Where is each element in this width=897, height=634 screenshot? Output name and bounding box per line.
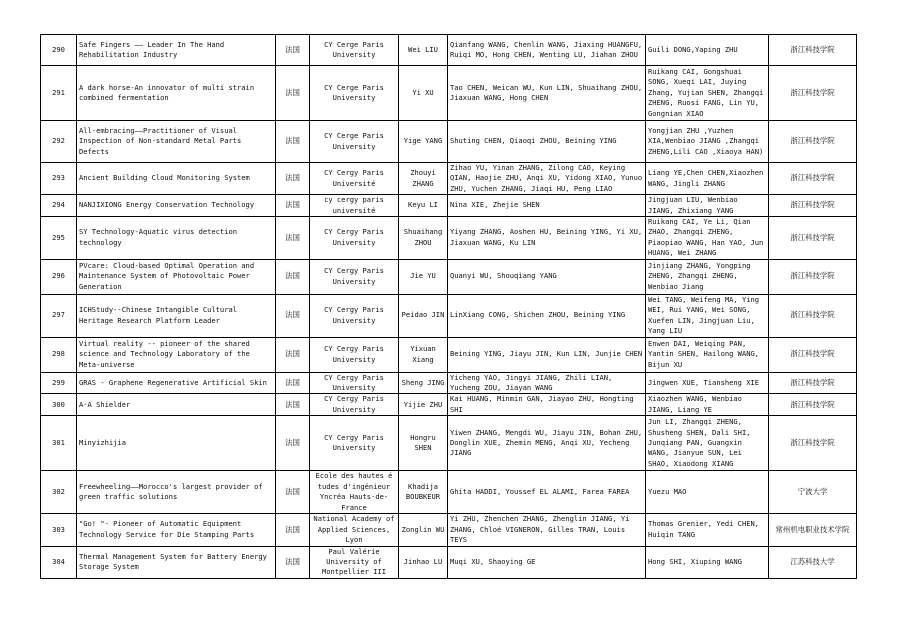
institution-cell: 浙江科技学院 — [769, 35, 857, 66]
table-row — [41, 121, 857, 163]
project-name-cell: Freewheeling——Morocco's largest provider of green traffic solutions — [77, 471, 276, 514]
team-members-cell: Nina XIE, Zhejie SHEN — [448, 195, 646, 217]
institution-cell: 浙江科技学院 — [769, 372, 857, 394]
mentors-cell: Wei TANG, Weifeng MA, Ying WEI, Rui YANG, Wei SONG, Xuefen LIN, Jingjuan Liu, Yang LIU — [646, 294, 769, 337]
team-members-cell: LinXiang CONG, Shichen ZHOU, Beining YING — [448, 294, 646, 337]
table-row — [41, 259, 857, 294]
row-number-cell: 301 — [41, 416, 77, 471]
team-leader-cell: Khadija BOUBKEUR — [399, 471, 448, 514]
university-cell: CY Cergy Paris University — [310, 294, 399, 337]
university-cell: Ecole des hautes é tudes d'ingénieur Yncréa Hauts-de-France — [310, 471, 399, 514]
institution-cell: 宁波大学 — [769, 471, 857, 514]
country-cell: 法国 — [276, 66, 310, 121]
country-cell: 法国 — [276, 337, 310, 372]
project-name-cell: All-embracing——Practitioner of Visual Inspection of Non-standard Metal Parts Defects — [77, 121, 276, 163]
university-cell: CY Cergy Paris University — [310, 217, 399, 260]
team-members-cell: Shuting CHEN, Qiaoqi ZHOU, Beining YING — [448, 121, 646, 163]
table-row — [41, 514, 857, 546]
team-leader-cell: Jinhao LU — [399, 546, 448, 578]
project-name-cell: "Go! "- Pioneer of Automatic Equipment Technology Service for Die Stamping Parts — [77, 514, 276, 546]
row-number-cell: 293 — [41, 163, 77, 195]
team-members-cell: Ghita HADDI, Youssef EL ALAMI, Farea FAREA — [448, 471, 646, 514]
team-members-cell: Kai HUANG, Minmin GAN, Jiayao ZHU, Hongting SHI — [448, 394, 646, 416]
team-leader-cell: Hongru SHEN — [399, 416, 448, 471]
project-name-cell: A dark horse-An innovator of multi strain combined fermentation — [77, 66, 276, 121]
table-body — [41, 35, 857, 579]
country-cell: 法国 — [276, 259, 310, 294]
table-row — [41, 195, 857, 217]
country-cell: 法国 — [276, 546, 310, 578]
university-cell: CY Cergy Paris University — [310, 394, 399, 416]
country-cell: 法国 — [276, 163, 310, 195]
university-cell: cy cergy paris université — [310, 195, 399, 217]
project-name-cell: A-A Shielder — [77, 394, 276, 416]
team-leader-cell: Shuaihang ZHOU — [399, 217, 448, 260]
table-row — [41, 372, 857, 394]
table-row — [41, 394, 857, 416]
team-members-cell: Quanyi WU, Shouqiang YANG — [448, 259, 646, 294]
team-leader-cell: Zhouyi ZHANG — [399, 163, 448, 195]
team-members-cell: Muqi XU, Shaoying GE — [448, 546, 646, 578]
table-row — [41, 294, 857, 337]
row-number-cell: 294 — [41, 195, 77, 217]
mentors-cell: Jingjuan LIU, Wenbiao JIANG, Zhixiang YANG — [646, 195, 769, 217]
mentors-cell: Jingwen XUE, Tiansheng XIE — [646, 372, 769, 394]
country-cell: 法国 — [276, 35, 310, 66]
institution-cell: 常州机电职业技术学院 — [769, 514, 857, 546]
team-members-cell: Tao CHEN, Weican WU, Kun LIN, Shuaihang ZHOU, Jiaxuan WANG, Hong CHEN — [448, 66, 646, 121]
table-row — [41, 35, 857, 66]
university-cell: CY Cergy Paris University — [310, 372, 399, 394]
team-members-cell: Beining YING, Jiayu JIN, Kun LIN, Junjie CHEN — [448, 337, 646, 372]
university-cell: CY Cergy Paris University — [310, 416, 399, 471]
project-name-cell: Minyizhijia — [77, 416, 276, 471]
row-number-cell: 292 — [41, 121, 77, 163]
team-leader-cell: Yijie ZHU — [399, 394, 448, 416]
institution-cell: 江苏科技大学 — [769, 546, 857, 578]
row-number-cell: 302 — [41, 471, 77, 514]
project-name-cell: ICHStudy--Chinese Intangible Cultural Heritage Research Platform Leader — [77, 294, 276, 337]
institution-cell: 浙江科技学院 — [769, 217, 857, 260]
team-leader-cell: Yixuan Xiang — [399, 337, 448, 372]
project-name-cell: NANJIXIONG Energy Conservation Technology — [77, 195, 276, 217]
team-leader-cell: Peidao JIN — [399, 294, 448, 337]
row-number-cell: 298 — [41, 337, 77, 372]
row-number-cell: 290 — [41, 35, 77, 66]
mentors-cell: Guili DONG,Yaping ZHU — [646, 35, 769, 66]
mentors-cell: Xiaozhen WANG, Wenbiao JIANG, Liang YE — [646, 394, 769, 416]
team-members-cell: Yiyang ZHANG, Aoshen HU, Beining YING, Yi XU, Jiaxuan WANG, Ku LIN — [448, 217, 646, 260]
project-name-cell: Virtual reality -- pioneer of the shared science and Technology Laboratory of the Meta-universe — [77, 337, 276, 372]
team-leader-cell: Yige YANG — [399, 121, 448, 163]
institution-cell: 浙江科技学院 — [769, 195, 857, 217]
country-cell: 法国 — [276, 294, 310, 337]
table-row — [41, 217, 857, 260]
country-cell: 法国 — [276, 471, 310, 514]
university-cell: CY Cerge Paris University — [310, 121, 399, 163]
row-number-cell: 304 — [41, 546, 77, 578]
mentors-cell: Enwen DAI, Weiqing PAN, Yantin SHEN, Hailong WANG, Bijun XU — [646, 337, 769, 372]
team-leader-cell: Yi XU — [399, 66, 448, 121]
project-name-cell: Safe Fingers —— Leader In The Hand Rehabilitation Industry — [77, 35, 276, 66]
team-members-cell: Qianfang WANG, Chenlin WANG, Jiaxing HUANGFU, Ruiqi MO, Hong CHEN, Wenting LU, Jiahan ZHOU — [448, 35, 646, 66]
row-number-cell: 295 — [41, 217, 77, 260]
row-number-cell: 291 — [41, 66, 77, 121]
institution-cell: 浙江科技学院 — [769, 259, 857, 294]
university-cell: CY Cerge Paris University — [310, 66, 399, 121]
team-members-cell: Yiwen ZHANG, Mengdi WU, Jiayu JIN, Bohan ZHU, Donglin XUE, Zhemin MENG, Anqi XU, Yecheng JIANG — [448, 416, 646, 471]
team-leader-cell: Wei LIU — [399, 35, 448, 66]
university-cell: CY Cergy Paris University — [310, 337, 399, 372]
institution-cell: 浙江科技学院 — [769, 66, 857, 121]
university-cell: CY Cergy Paris University — [310, 259, 399, 294]
team-leader-cell: Zonglin WU — [399, 514, 448, 546]
table-row — [41, 66, 857, 121]
team-members-cell: Zihao YU, Yinan ZHANG, Zilong CAO, Keying QIAN, Haojie ZHU, Anqi XU, Yidong XIAO, Yunuo ZHU, Yuchen ZHANG, Jiaqi HU, Peng LIAO — [448, 163, 646, 195]
institution-cell: 浙江科技学院 — [769, 163, 857, 195]
team-leader-cell: Sheng JING — [399, 372, 448, 394]
country-cell: 法国 — [276, 195, 310, 217]
institution-cell: 浙江科技学院 — [769, 394, 857, 416]
institution-cell: 浙江科技学院 — [769, 121, 857, 163]
university-cell: CY Cergy Paris Université — [310, 163, 399, 195]
country-cell: 法国 — [276, 372, 310, 394]
country-cell: 法国 — [276, 121, 310, 163]
institution-cell: 浙江科技学院 — [769, 337, 857, 372]
institution-cell: 浙江科技学院 — [769, 294, 857, 337]
university-cell: CY Cerge Paris University — [310, 35, 399, 66]
table-row — [41, 163, 857, 195]
mentors-cell: Hong SHI, Xiuping WANG — [646, 546, 769, 578]
country-cell: 法国 — [276, 394, 310, 416]
table-row — [41, 546, 857, 578]
team-members-cell: Yi ZHU, Zhenchen ZHANG, Zhenglin JIANG, Yi ZHANG, Chloé VIGNERON, Gilles TRAN, Louis TEYS — [448, 514, 646, 546]
mentors-cell: Ruikang CAI, Gongshuai SONG, Xueqi LAI, Juying Zhang, Yujian SHEN, Zhangqi ZHENG, Ruosi FANG, Lin YU, Gongnian XIAO — [646, 66, 769, 121]
project-name-cell: Thermal Management System for Battery Energy Storage System — [77, 546, 276, 578]
country-cell: 法国 — [276, 416, 310, 471]
team-leader-cell: Jie YU — [399, 259, 448, 294]
mentors-cell: Jinjiang ZHANG, Yongping ZHENG, Zhangqi ZHENG, Wenbiao Jiang — [646, 259, 769, 294]
row-number-cell: 297 — [41, 294, 77, 337]
country-cell: 法国 — [276, 217, 310, 260]
project-name-cell: SY Technology-Aquatic virus detection technology — [77, 217, 276, 260]
team-members-cell: Yicheng YAO, Jingyi JIANG, Zhili LIAN, Yucheng ZOU, Jiayan WANG — [448, 372, 646, 394]
mentors-cell: Thomas Grenier, Yedi CHEN, Huiqin TANG — [646, 514, 769, 546]
institution-cell: 浙江科技学院 — [769, 416, 857, 471]
table-row — [41, 337, 857, 372]
mentors-cell: Yongjian ZHU ,Yuzhen XIA,Wenbiao JIANG ,Zhangqi ZHENG,Lili CAO ,Xiaoya HAN) — [646, 121, 769, 163]
mentors-cell: Jun LI, Zhangqi ZHENG, Shusheng SHEN, Dali SHI, Junqiang PAN, Guangxin WANG, Jianyue SUN, Lei SHAO, Xiaodong XIANG — [646, 416, 769, 471]
project-name-cell: Ancient Building Cloud Monitoring System — [77, 163, 276, 195]
mentors-cell: Ruikang CAI, Ye Li, Qian ZHAO, Zhangqi ZHENG, Piaopiao WANG, Han YAO, Jun HUANG, Wei ZHANG — [646, 217, 769, 260]
university-cell: Paul Valérie University of Montpellier III — [310, 546, 399, 578]
project-name-cell: GRAS - Graphene Regenerative Artificial Skin — [77, 372, 276, 394]
mentors-cell: Yuezu MAO — [646, 471, 769, 514]
project-table — [40, 34, 857, 579]
country-cell: 法国 — [276, 514, 310, 546]
project-name-cell: PVcare: Cloud-based Optimal Operation and Maintenance System of Photovoltaic Power Generation — [77, 259, 276, 294]
row-number-cell: 299 — [41, 372, 77, 394]
team-leader-cell: Keyu LI — [399, 195, 448, 217]
row-number-cell: 296 — [41, 259, 77, 294]
mentors-cell: Liang YE,Chen CHEN,Xiaozhen WANG, Jingli ZHANG — [646, 163, 769, 195]
table-row — [41, 416, 857, 471]
table-row — [41, 471, 857, 514]
university-cell: National Academy of Applied Sciences, Lyon — [310, 514, 399, 546]
row-number-cell: 303 — [41, 514, 77, 546]
row-number-cell: 300 — [41, 394, 77, 416]
